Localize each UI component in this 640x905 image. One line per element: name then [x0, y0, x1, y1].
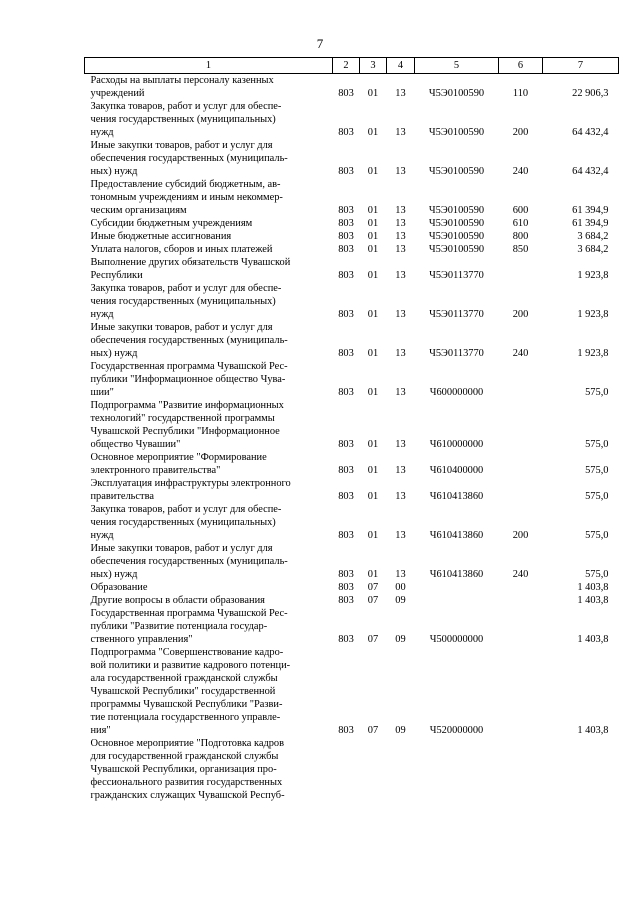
section-code-cell: 01: [367, 218, 379, 229]
target-article-cell: Ч600000000: [429, 387, 484, 398]
expense-type-cell: [499, 594, 543, 607]
subsection-code-cell: 09: [395, 634, 406, 645]
row-name-line: чения государственных (муниципальных): [90, 517, 276, 528]
table-row: [85, 230, 619, 243]
row-name-line: ала государственной гражданской службы: [90, 673, 278, 684]
ministry-code-cell: 803: [338, 231, 354, 242]
expense-type-cell: 850: [512, 244, 529, 255]
target-article-cell: Ч5Э0100590: [428, 231, 485, 242]
row-name-line: нужд: [90, 309, 114, 320]
table-row: [85, 503, 619, 542]
row-name-line: Уплата налогов, сборов и иных платежей: [90, 244, 273, 255]
header-cell: 2: [333, 58, 360, 74]
row-name-line: гражданских служащих Чувашской Респуб-: [90, 790, 285, 801]
amount-cell: 1 923,8: [577, 309, 609, 320]
row-name-line: обеспечения государственных (муниципаль-: [90, 335, 288, 346]
expense-type-cell: [499, 646, 543, 737]
target-article-cell: Ч610000000: [429, 439, 484, 450]
subsection-code-cell: 00: [395, 582, 406, 593]
subsection-code-cell: 13: [395, 530, 406, 541]
row-name-cell: [85, 451, 333, 477]
subsection-code-cell: 13: [395, 218, 406, 229]
subsection-code-cell: 13: [395, 491, 406, 502]
ministry-code-cell: 803: [338, 582, 354, 593]
target-article-cell: [415, 737, 499, 802]
ministry-code-cell: 803: [338, 348, 354, 359]
ministry-code-cell: 803: [338, 244, 354, 255]
row-name-line: Чувашской Республики" государственной: [90, 686, 276, 697]
expense-type-cell: 110: [512, 88, 529, 99]
row-name-line: технологий" государственной программы: [90, 413, 275, 424]
amount-cell: 3 684,2: [577, 231, 609, 242]
section-code-cell: 07: [367, 582, 379, 593]
amount-cell: 3 684,2: [577, 244, 609, 255]
row-name-line: Подпрограмма "Развитие информационных: [90, 400, 284, 411]
target-article-cell: Ч610413860: [429, 530, 484, 541]
row-name-line: Основное мероприятие "Подготовка кадров: [90, 738, 285, 749]
row-name-line: Иные закупки товаров, работ и услуг для: [90, 543, 273, 554]
row-name-line: вой политики и развитие кадрового потенци-: [90, 660, 291, 671]
section-code-cell: 01: [367, 387, 379, 398]
row-name-line: Выполнение других обязательств Чувашской: [90, 257, 291, 268]
expense-type-cell: [499, 581, 543, 594]
row-name-cell: [85, 360, 333, 399]
row-name-line: Подпрограмма "Совершенствование кадро-: [90, 647, 284, 658]
row-name-line: Республики: [90, 270, 143, 281]
row-name-cell: [85, 178, 333, 217]
section-code-cell: 01: [367, 569, 379, 580]
row-name-line: нужд: [90, 530, 114, 541]
target-article-cell: Ч610413860: [429, 569, 484, 580]
ministry-code-cell: 803: [338, 127, 354, 138]
target-article-cell: Ч610413860: [429, 491, 484, 502]
row-name-line: программы Чувашской Республики "Разви-: [90, 699, 283, 710]
ministry-code-cell: 803: [338, 270, 354, 281]
ministry-code-cell: 803: [338, 491, 354, 502]
row-name-line: Закупка товаров, работ и услуг для обеспе-: [90, 101, 282, 112]
expense-type-cell: 240: [512, 348, 529, 359]
row-name-line: тономным учреждениям и иным некоммер-: [90, 192, 283, 203]
row-name-line: правительства: [90, 491, 154, 502]
row-name-cell: [85, 256, 333, 282]
section-code-cell: 01: [367, 244, 379, 255]
table-row: [85, 178, 619, 217]
expense-type-cell: [499, 451, 543, 477]
row-name-line: учреждений: [90, 88, 145, 99]
section-code-cell: 01: [367, 348, 379, 359]
ministry-code-cell: 803: [338, 218, 354, 229]
row-name-line: Чувашской Республики, организация про-: [90, 764, 277, 775]
row-name-cell: [85, 139, 333, 178]
subsection-code-cell: 13: [395, 88, 406, 99]
expense-type-cell: 240: [512, 569, 529, 580]
ministry-code-cell: 803: [338, 634, 354, 645]
section-code-cell: 07: [367, 725, 379, 736]
budget-table-container: [84, 57, 618, 802]
ministry-code-cell: 803: [338, 439, 354, 450]
target-article-cell: Ч520000000: [429, 725, 484, 736]
row-name-line: ческим организациям: [90, 205, 187, 216]
expense-type-cell: 610: [512, 218, 529, 229]
ministry-code-cell: 803: [338, 569, 354, 580]
row-name-cell: [85, 230, 333, 243]
row-name-line: тие потенциала государственного управле-: [90, 712, 281, 723]
target-article-cell: Ч500000000: [429, 634, 484, 645]
section-code-cell: 01: [367, 491, 379, 502]
table-row: [85, 139, 619, 178]
target-article-cell: [415, 581, 499, 594]
row-name-line: ных) нужд: [90, 348, 138, 359]
section-code-cell: 01: [367, 439, 379, 450]
amount-cell: 1 923,8: [577, 348, 609, 359]
amount-cell: 575,0: [585, 530, 609, 541]
row-name-line: Государственная программа Чувашской Рес-: [90, 361, 288, 372]
ministry-code-cell: 803: [338, 530, 354, 541]
ministry-code-cell: 803: [338, 465, 354, 476]
target-article-cell: Ч5Э0113770: [429, 270, 484, 281]
subsection-code-cell: 13: [395, 127, 406, 138]
section-code-cell: 01: [367, 127, 379, 138]
row-name-line: Расходы на выплаты персоналу казенных: [90, 75, 274, 86]
section-code-cell: 01: [367, 530, 379, 541]
subsection-code-cell: 13: [395, 309, 406, 320]
row-name-line: Образование: [90, 582, 148, 593]
subsection-code-cell: 09: [395, 725, 406, 736]
row-name-cell: [85, 243, 333, 256]
page-number: 7: [316, 36, 324, 51]
ministry-code-cell: 803: [338, 387, 354, 398]
ministry-code-cell: 803: [338, 309, 354, 320]
header-cell: 1: [85, 58, 333, 74]
expense-type-cell: [499, 399, 543, 451]
target-article-cell: Ч5Э0113770: [429, 348, 484, 359]
row-name-cell: [85, 581, 333, 594]
target-article-cell: Ч5Э0113770: [429, 309, 484, 320]
row-name-line: публики "Развитие потенциала государ-: [90, 621, 268, 632]
row-name-line: фессионального развития государственных: [90, 777, 283, 788]
row-name-cell: [85, 217, 333, 230]
amount-cell: 64 432,4: [572, 166, 609, 177]
target-article-cell: Ч5Э0100590: [428, 166, 485, 177]
ministry-code-cell: 803: [338, 88, 354, 99]
amount-cell: 575,0: [585, 439, 609, 450]
row-name-cell: [85, 100, 333, 139]
table-row: [85, 243, 619, 256]
row-name-cell: [85, 399, 333, 451]
row-name-cell: [85, 321, 333, 360]
table-body: [85, 74, 619, 803]
table-row: [85, 477, 619, 503]
row-name-line: Другие вопросы в области образования: [90, 595, 265, 606]
row-name-line: шии": [90, 387, 114, 398]
row-name-cell: [85, 282, 333, 321]
row-name-line: для государственной гражданской службы: [90, 751, 279, 762]
row-name-line: электронного правительства": [90, 465, 221, 476]
section-code-cell: [360, 737, 387, 802]
header-cell: 3: [360, 58, 387, 74]
subsection-code-cell: 13: [395, 439, 406, 450]
amount-cell: 64 432,4: [572, 127, 609, 138]
amount-cell: 22 906,3: [572, 88, 609, 99]
row-name-line: Предоставление субсидий бюджетным, ав-: [90, 179, 281, 190]
amount-cell: 61 394,9: [572, 205, 609, 216]
expense-type-cell: [499, 360, 543, 399]
subsection-code-cell: 13: [395, 270, 406, 281]
row-name-line: обеспечения государственных (муниципаль-: [90, 556, 288, 567]
expense-type-cell: [499, 607, 543, 646]
table-row: [85, 607, 619, 646]
expense-type-cell: 200: [512, 127, 529, 138]
amount-cell: 1 403,8: [577, 595, 609, 606]
expense-type-cell: [499, 737, 543, 802]
row-name-line: Чувашской Республики "Информационное: [90, 426, 280, 437]
row-name-cell: [85, 646, 333, 737]
header-cell: 7: [543, 58, 619, 74]
section-code-cell: 07: [367, 595, 379, 606]
section-code-cell: 01: [367, 166, 379, 177]
row-name-line: ния": [90, 725, 111, 736]
amount-cell: 575,0: [585, 569, 609, 580]
subsection-code-cell: 13: [395, 387, 406, 398]
ministry-code-cell: 803: [338, 205, 354, 216]
row-name-line: Субсидии бюджетным учреждениям: [90, 218, 253, 229]
section-code-cell: 01: [367, 205, 379, 216]
subsection-code-cell: 13: [395, 166, 406, 177]
table-row: [85, 360, 619, 399]
row-name-line: нужд: [90, 127, 114, 138]
section-code-cell: 01: [367, 465, 379, 476]
expense-type-cell: [499, 256, 543, 282]
amount-cell: 1 403,8: [577, 725, 609, 736]
table-row: [85, 646, 619, 737]
subsection-code-cell: 13: [395, 231, 406, 242]
ministry-code-cell: 803: [338, 725, 354, 736]
amount-cell: 1 403,8: [577, 634, 609, 645]
header-cell: 6: [499, 58, 543, 74]
expense-type-cell: 200: [512, 530, 529, 541]
target-article-cell: Ч5Э0100590: [428, 88, 485, 99]
target-article-cell: Ч5Э0100590: [428, 205, 485, 216]
header-cell: 5: [415, 58, 499, 74]
row-name-line: чения государственных (муниципальных): [90, 296, 276, 307]
amount-cell: 575,0: [585, 465, 609, 476]
ministry-code-cell: 803: [338, 595, 354, 606]
table-row: [85, 256, 619, 282]
expense-type-cell: [499, 477, 543, 503]
section-code-cell: 01: [367, 231, 379, 242]
table-row: [85, 282, 619, 321]
amount-cell: 1 923,8: [577, 270, 609, 281]
target-article-cell: Ч5Э0100590: [428, 127, 485, 138]
ministry-code-cell: [333, 737, 360, 802]
row-name-line: ных) нужд: [90, 166, 138, 177]
table-row: [85, 74, 619, 101]
subsection-code-cell: 13: [395, 569, 406, 580]
table-row: [85, 542, 619, 581]
row-name-line: Эксплуатация инфраструктуры электронного: [90, 478, 291, 489]
header-cell: 4: [387, 58, 415, 74]
subsection-code-cell: 09: [395, 595, 406, 606]
row-name-line: Основное мероприятие "Формирование: [90, 452, 267, 463]
row-name-cell: [85, 542, 333, 581]
subsection-code-cell: 13: [395, 465, 406, 476]
row-name-line: публики "Информационное общество Чува-: [90, 374, 286, 385]
subsection-code-cell: 13: [395, 348, 406, 359]
amount-cell: 575,0: [585, 387, 609, 398]
row-name-cell: [85, 737, 333, 802]
section-code-cell: 01: [367, 309, 379, 320]
amount-cell: [543, 737, 619, 802]
table-row: [85, 399, 619, 451]
row-name-cell: [85, 503, 333, 542]
row-name-line: чения государственных (муниципальных): [90, 114, 276, 125]
table-row: [85, 321, 619, 360]
section-code-cell: 01: [367, 88, 379, 99]
table-row: [85, 100, 619, 139]
section-code-cell: 07: [367, 634, 379, 645]
row-name-line: Закупка товаров, работ и услуг для обеспе-: [90, 504, 282, 515]
row-name-line: Иные бюджетные ассигнования: [90, 231, 232, 242]
row-name-cell: [85, 607, 333, 646]
budget-table: [84, 57, 619, 802]
subsection-code-cell: [387, 737, 415, 802]
row-name-cell: [85, 477, 333, 503]
table-row: [85, 737, 619, 802]
table-row: [85, 451, 619, 477]
target-article-cell: Ч610400000: [429, 465, 484, 476]
subsection-code-cell: 13: [395, 205, 406, 216]
amount-cell: 1 403,8: [577, 582, 609, 593]
row-name-cell: [85, 74, 333, 101]
row-name-line: Закупка товаров, работ и услуг для обеспе-: [90, 283, 282, 294]
row-name-line: ственного управления": [90, 634, 193, 645]
expense-type-cell: 240: [512, 166, 529, 177]
target-article-cell: Ч5Э0100590: [428, 244, 485, 255]
row-name-line: общество Чувашии": [90, 439, 181, 450]
amount-cell: 575,0: [585, 491, 609, 502]
section-code-cell: 01: [367, 270, 379, 281]
expense-type-cell: 200: [512, 309, 529, 320]
ministry-code-cell: 803: [338, 166, 354, 177]
target-article-cell: [415, 594, 499, 607]
row-name-line: обеспечения государственных (муниципаль-: [90, 153, 288, 164]
target-article-cell: Ч5Э0100590: [428, 218, 485, 229]
row-name-line: Иные закупки товаров, работ и услуг для: [90, 140, 273, 151]
amount-cell: 61 394,9: [572, 218, 609, 229]
table-row: [85, 594, 619, 607]
row-name-line: Государственная программа Чувашской Рес-: [90, 608, 288, 619]
expense-type-cell: 800: [512, 231, 529, 242]
expense-type-cell: 600: [512, 205, 529, 216]
row-name-line: ных) нужд: [90, 569, 138, 580]
subsection-code-cell: 13: [395, 244, 406, 255]
table-row: [85, 217, 619, 230]
header-row: [85, 58, 619, 74]
row-name-cell: [85, 594, 333, 607]
table-row: [85, 581, 619, 594]
row-name-line: Иные закупки товаров, работ и услуг для: [90, 322, 273, 333]
